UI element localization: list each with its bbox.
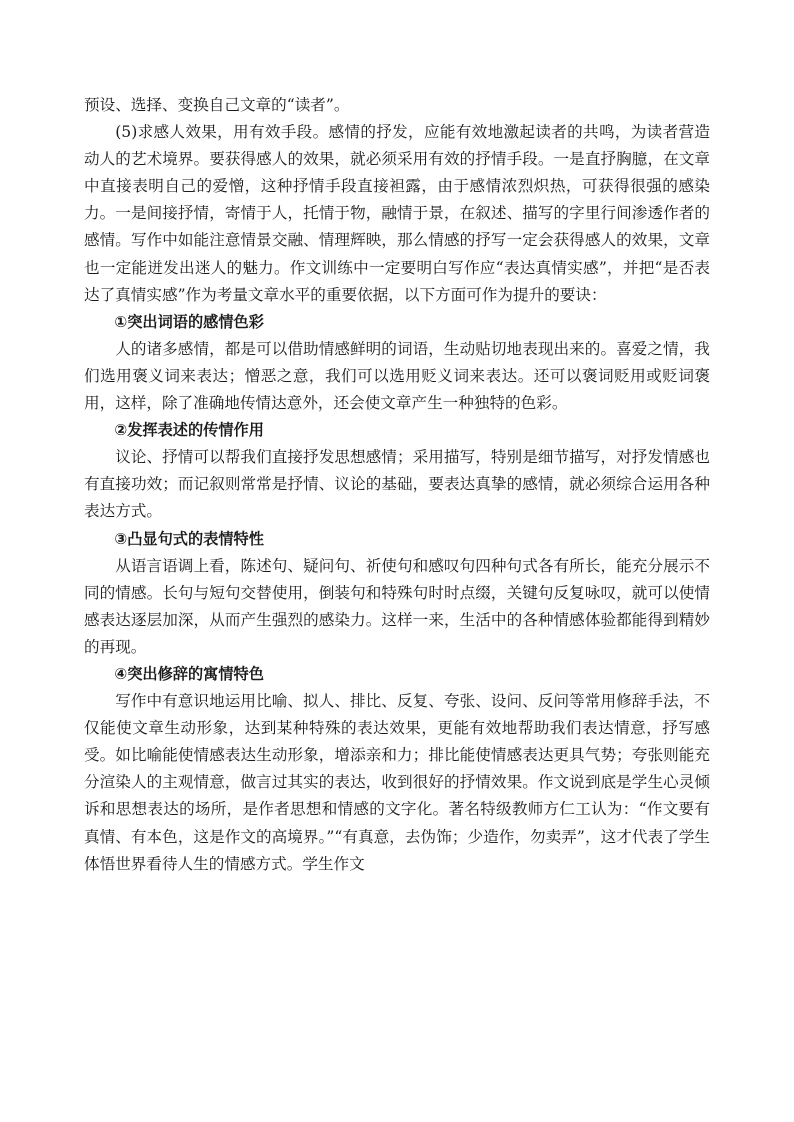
paragraph-5: (5)求感人效果，用有效手段。感情的抒发，应能有效地激起读者的共鸣，为读者营造动人的艺术境界。要获得感人的效果，就必须采用有效的抒情手段。一是直抒胸臆，在文章中直接表明自己的爱憎，这种抒情手段直接袒露，由于感情浓烈炽热，可获得很强的感染力。一是间接抒情，寄情于人，托情于物，融情于景，在叙述、描写的字里行间渗透作者的感情。写作中如能注意情景交融、情理辉映，那么情感的抒写一定会获得感人的效果，文章也一定能迸发出迷人的魅力。作文训练中一定要明白写作应“表达真情实感”，并把“是否表达了真情实感”作为考量文章水平的重要依据，以下方面可作为提升的要诀： xyxy=(84,123,710,304)
section-heading-2: ②发挥表述的传情作用 xyxy=(114,421,264,440)
intro-line: 预设、选择、变换自己文章的“读者”。 xyxy=(84,96,350,114)
section-body-1: 人的诸多感情，都是可以借助情感鲜明的词语，生动贴切地表现出来的。喜爱之情，我们选用褒义词来表达；憎恶之意，我们可以选用贬义词来表达。还可以褒词贬用或贬词褒用，这样，除了准确地传情达意外，还会使文章产生一种独特的色彩。 xyxy=(84,339,710,413)
section-heading-4: ④突出修辞的寓情特色 xyxy=(114,664,264,683)
document-page xyxy=(84,92,710,878)
section-heading-3: ③凸显句式的表情特性 xyxy=(114,529,264,548)
section-heading-1: ①突出词语的感情色彩 xyxy=(114,312,264,331)
section-body-3: 从语言语调上看，陈述句、疑问句、祈使句和感叹句四种句式各有所长，能充分展示不同的情感。长句与短句交替使用，倒装句和特殊句时时点缀，关键句反复咏叹，就可以使情感表达逐层加深，从而产生强烈的感染力。这样一来，生活中的各种情感体验都能得到精妙的再现。 xyxy=(84,556,710,656)
section-body-4: 写作中有意识地运用比喻、拟人、排比、反复、夸张、设问、反问等常用修辞手法，不仅能使文章生动形象，达到某种特殊的表达效果，更能有效地帮助我们表达情意，抒写感受。如比喻能使情感表达生动形象，增添亲和力；排比能使情感表达更具气势；夸张则能充分渲染人的主观情意，做言过其实的表达，收到很好的抒情效果。作文说到底是学生心灵倾诉和思想表达的场所，是作者思想和情感的文字化。著名特级教师方仁工认为：“作文要有真情、有本色，这是作文的高境界。”“有真意，去伪饰；少造作，勿卖弄”，这才代表了学生体悟世界看待人生的情感方式。学生作文 xyxy=(84,692,710,873)
section-body-2: 议论、抒情可以帮我们直接抒发思想感情；采用描写，特别是细节描写，对抒发情感也有直接功效；而记叙则常常是抒情、议论的基础，要表达真挚的感情，就必须综合运用各种表达方式。 xyxy=(84,448,710,521)
